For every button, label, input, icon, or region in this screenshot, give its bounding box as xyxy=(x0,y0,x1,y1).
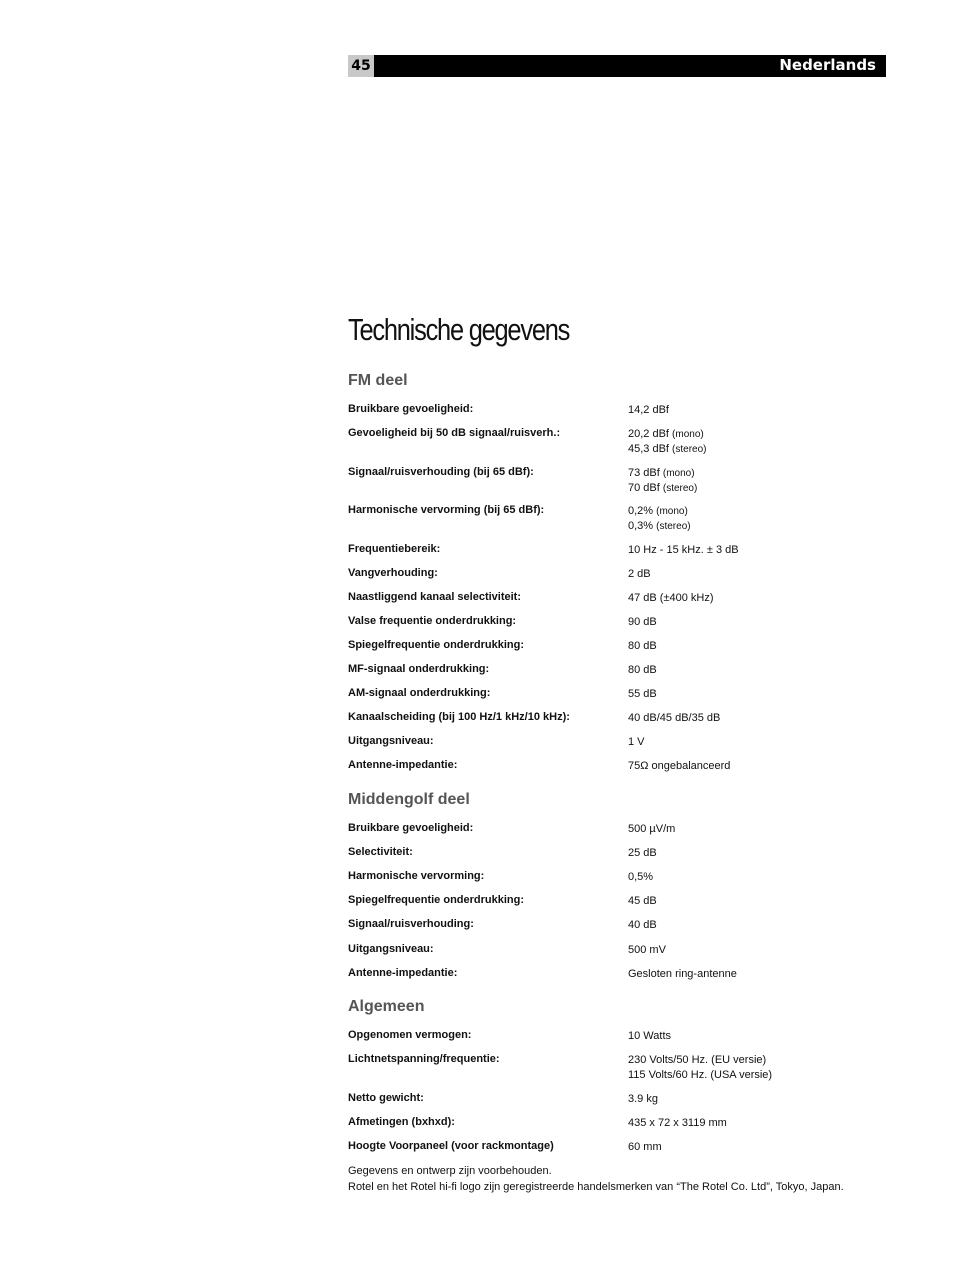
spec-value-note: (stereo) xyxy=(656,521,691,532)
spec-value-text: 0,2% xyxy=(628,505,654,517)
spec-label: Gevoeligheid bij 50 dB signaal/ruisverh.: xyxy=(348,427,561,439)
spec-label: Vangverhouding: xyxy=(348,567,438,579)
spec-value-note: (mono) xyxy=(672,429,704,440)
spec-label: Harmonische vervorming: xyxy=(348,870,485,882)
spec-label: AM-signaal onderdrukking: xyxy=(348,687,491,699)
spec-value-line xyxy=(628,687,657,702)
spec-value xyxy=(628,403,669,418)
spec-value-line xyxy=(628,1092,658,1107)
spec-value-text: 0,3% xyxy=(628,520,654,532)
spec-label: Uitgangsniveau: xyxy=(348,943,434,955)
spec-value-text: 80 dB xyxy=(628,640,657,652)
spec-value-note: (stereo) xyxy=(672,444,707,455)
spec-value-line xyxy=(628,759,730,774)
spec-label: Spiegelfrequentie onderdrukking: xyxy=(348,894,525,906)
spec-label: Afmetingen (bxhxd): xyxy=(348,1116,455,1128)
header-bar xyxy=(348,55,886,77)
page-number: 45 xyxy=(348,55,374,77)
spec-value-text: 40 dB xyxy=(628,919,657,931)
spec-value-line xyxy=(628,403,669,418)
spec-value xyxy=(628,615,657,630)
spec-value-text: Gesloten ring-antenne xyxy=(628,968,737,980)
spec-value-line xyxy=(628,543,739,558)
spec-value xyxy=(628,1029,671,1044)
spec-value-text: 60 mm xyxy=(628,1141,662,1153)
page-title: Technische gegevens xyxy=(348,312,570,347)
spec-value-line xyxy=(628,846,657,861)
spec-value xyxy=(628,918,657,933)
spec-value-line xyxy=(628,663,657,678)
spec-label: Netto gewicht: xyxy=(348,1092,424,1104)
footer-notes xyxy=(348,1163,844,1195)
spec-value xyxy=(628,504,691,534)
spec-value-note: (stereo) xyxy=(662,483,698,494)
spec-value xyxy=(628,663,657,678)
spec-value-text: 25 dB xyxy=(628,847,657,859)
spec-label: Signaal/ruisverhouding (bij 65 dBf): xyxy=(348,466,534,478)
spec-value-line xyxy=(628,711,720,726)
spec-value xyxy=(628,1092,658,1107)
spec-value xyxy=(628,466,697,496)
spec-value-text: 73 dBf xyxy=(628,467,660,479)
spec-label: Kanaalscheiding (bij 100 Hz/1 kHz/10 kHz): xyxy=(348,711,570,723)
section-heading-mw: Middengolf deel xyxy=(348,791,470,808)
spec-value-text: 20,2 dBf xyxy=(628,428,669,440)
spec-value-text: 40 dB/45 dB/35 dB xyxy=(628,712,721,724)
spec-value-text: 47 dB (±400 kHz) xyxy=(628,592,714,604)
spec-value-text: 500 mV xyxy=(628,944,666,956)
spec-value-line xyxy=(628,735,645,750)
spec-value-text: 10 Hz - 15 kHz. ± 3 dB xyxy=(628,544,739,556)
spec-value-line xyxy=(628,1140,662,1155)
spec-value-text: 435 x 72 x 3119 mm xyxy=(628,1117,727,1129)
spec-value-line xyxy=(628,918,657,933)
spec-value-text: 75Ω ongebalanceerd xyxy=(628,760,731,772)
spec-value xyxy=(628,687,657,702)
spec-value xyxy=(628,711,720,726)
spec-value-line xyxy=(628,466,697,481)
spec-value-line xyxy=(628,967,737,982)
spec-value-line xyxy=(628,519,691,534)
spec-value xyxy=(628,1053,772,1083)
spec-value-line xyxy=(628,504,691,519)
spec-value-text: 1 V xyxy=(628,736,645,748)
spec-value xyxy=(628,735,645,750)
spec-value xyxy=(628,591,714,606)
spec-label: Opgenomen vermogen: xyxy=(348,1029,472,1041)
spec-value-line xyxy=(628,591,714,606)
spec-label: Hoogte Voorpaneel (voor rackmontage) xyxy=(348,1140,554,1152)
spec-label: MF-signaal onderdrukking: xyxy=(348,663,490,675)
spec-value-text: 55 dB xyxy=(628,688,657,700)
spec-value xyxy=(628,639,657,654)
footer-line-1: Gegevens en ontwerp zijn voorbehouden. xyxy=(348,1165,552,1177)
spec-value-line xyxy=(628,1029,671,1044)
spec-label: Valse frequentie onderdrukking: xyxy=(348,615,517,627)
spec-value-text: 230 Volts/50 Hz. (EU versie) xyxy=(628,1054,767,1066)
spec-label: Signaal/ruisverhouding: xyxy=(348,918,474,930)
spec-value-line xyxy=(628,567,651,582)
spec-value xyxy=(628,846,657,861)
spec-value xyxy=(628,1140,662,1155)
spec-value-line xyxy=(628,870,653,885)
spec-label: Harmonische vervorming (bij 65 dBf): xyxy=(348,504,545,516)
spec-value-text: 80 dB xyxy=(628,664,657,676)
spec-label: Uitgangsniveau: xyxy=(348,735,434,747)
spec-label: Bruikbare gevoeligheid: xyxy=(348,822,474,834)
spec-value-text: 45,3 dBf xyxy=(628,443,669,455)
spec-value-text: 500 µV/m xyxy=(628,823,676,835)
spec-value-text: 70 dBf xyxy=(628,482,660,494)
spec-label: Lichtnetspanning/frequentie: xyxy=(348,1053,500,1065)
spec-value xyxy=(628,759,730,774)
spec-value xyxy=(628,427,707,457)
spec-value xyxy=(628,567,651,582)
spec-value-line xyxy=(628,822,675,837)
spec-value xyxy=(628,943,666,958)
spec-value-text: 2 dB xyxy=(628,568,651,580)
spec-value xyxy=(628,543,739,558)
spec-value xyxy=(628,870,653,885)
section-heading-general: Algemeen xyxy=(348,998,425,1015)
spec-value-note: (mono) xyxy=(662,468,695,479)
spec-value-line xyxy=(628,894,657,909)
spec-label: Antenne-impedantie: xyxy=(348,759,458,771)
spec-label: Spiegelfrequentie onderdrukking: xyxy=(348,639,525,651)
spec-value xyxy=(628,967,737,982)
footer-line-2: Rotel en het Rotel hi-fi logo zijn geregistreerde handelsmerken van “The Rotel Co. Ltd”, Tokyo, Japan. xyxy=(348,1181,844,1193)
spec-value-text: 90 dB xyxy=(628,616,657,628)
spec-value-text: 45 dB xyxy=(628,895,657,907)
spec-label: Bruikbare gevoeligheid: xyxy=(348,403,474,415)
spec-value-line xyxy=(628,427,707,442)
spec-value-line xyxy=(628,615,657,630)
spec-value-text: 10 Watts xyxy=(628,1030,671,1042)
spec-label: Frequentiebereik: xyxy=(348,543,441,555)
spec-value-note: (mono) xyxy=(656,506,688,517)
spec-value-line xyxy=(628,1068,772,1083)
spec-value-line xyxy=(628,481,697,496)
section-heading-fm: FM deel xyxy=(348,372,408,389)
spec-value-line xyxy=(628,1116,727,1131)
spec-value-text: 115 Volts/60 Hz. (USA versie) xyxy=(628,1069,773,1081)
spec-label: Antenne-impedantie: xyxy=(348,967,458,979)
spec-label: Naastliggend kanaal selectiviteit: xyxy=(348,591,522,603)
language-label: Nederlands xyxy=(779,56,876,74)
spec-value xyxy=(628,822,675,837)
spec-value-text: 0,5% xyxy=(628,871,654,883)
spec-label: Selectiviteit: xyxy=(348,846,413,858)
spec-value-text: 3.9 kg xyxy=(628,1093,658,1105)
spec-value-line xyxy=(628,442,707,457)
spec-value-text: 14,2 dBf xyxy=(628,404,669,416)
spec-value xyxy=(628,1116,727,1131)
spec-value-line xyxy=(628,943,666,958)
spec-value xyxy=(628,894,657,909)
spec-value-line xyxy=(628,1053,772,1068)
spec-value-line xyxy=(628,639,657,654)
